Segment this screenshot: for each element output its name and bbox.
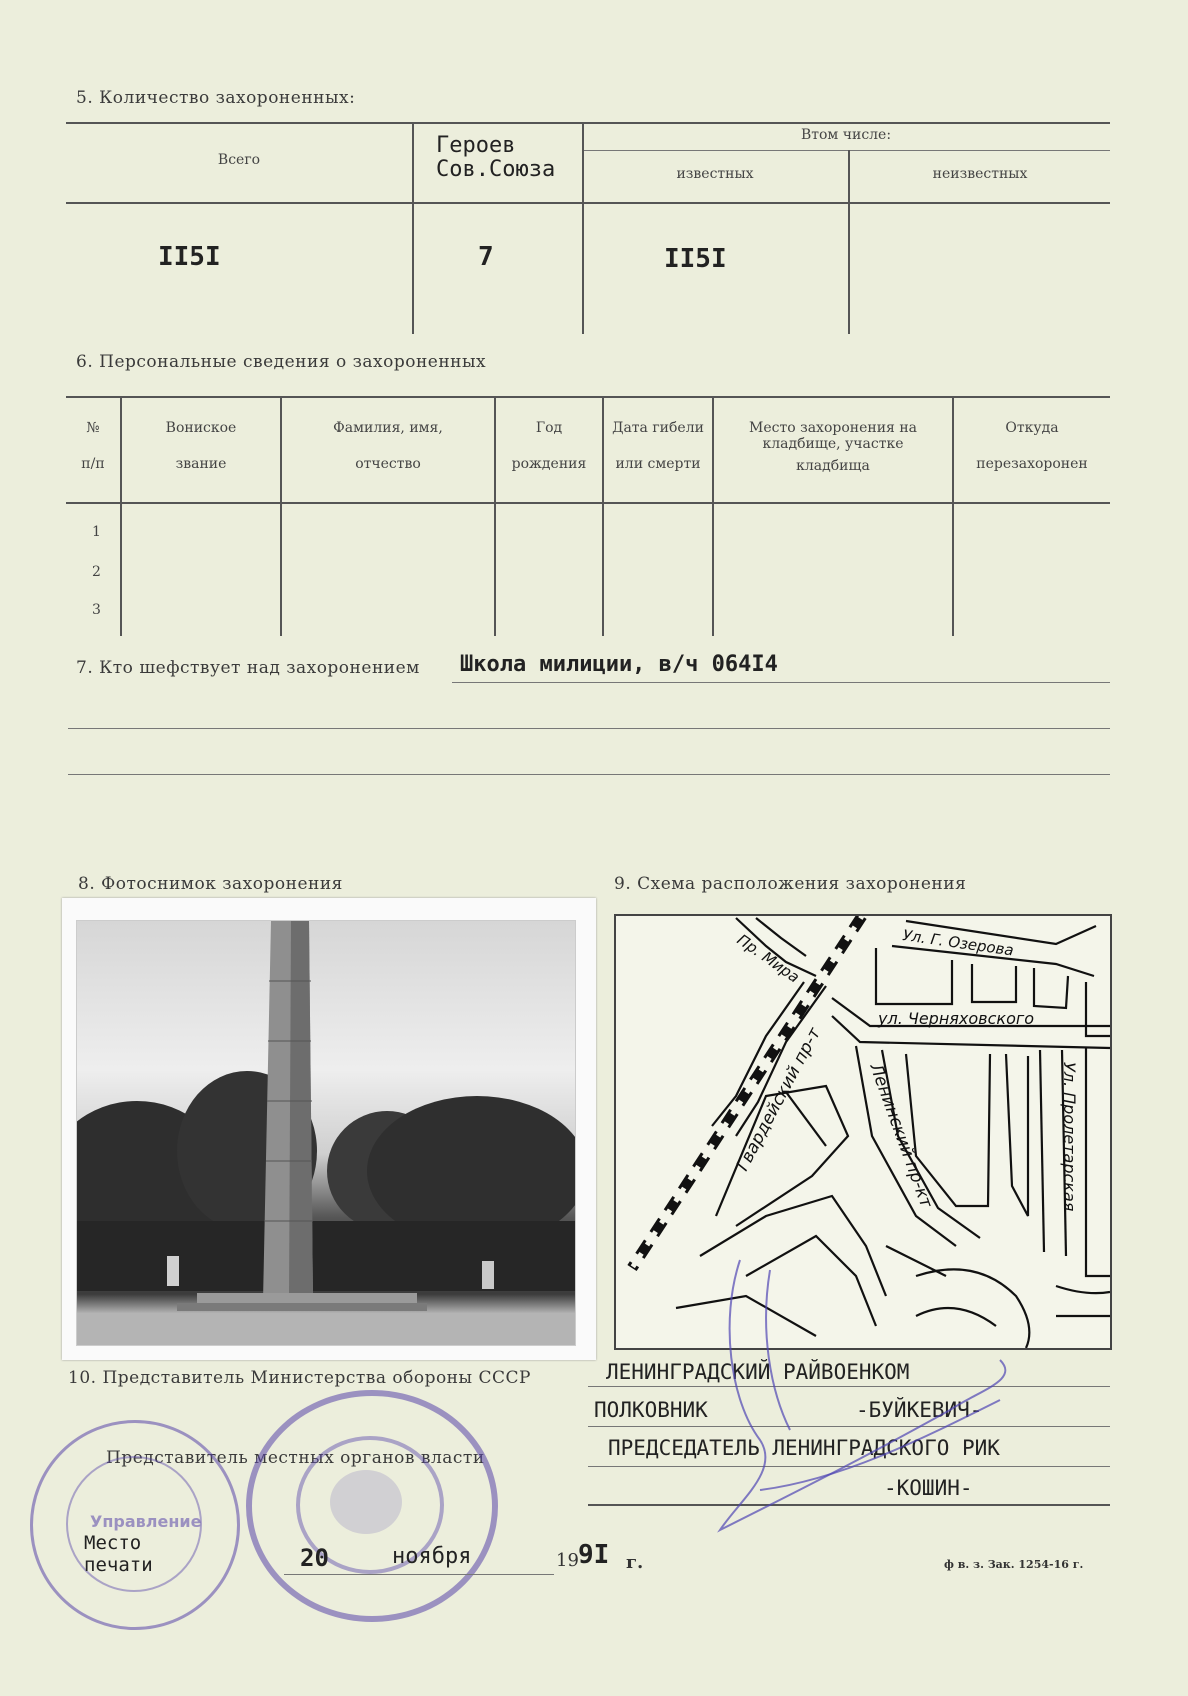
blank-line bbox=[68, 774, 1110, 775]
table5-col-divider bbox=[582, 122, 584, 334]
blank-line bbox=[68, 728, 1110, 729]
date-day: 20 bbox=[300, 1544, 329, 1572]
row-number: 2 bbox=[92, 564, 101, 580]
memorial-photo bbox=[76, 920, 576, 1346]
col-rank-top: Вониское bbox=[165, 420, 237, 436]
known-value: II5I bbox=[664, 244, 727, 274]
local-title: Представитель местных органов власти bbox=[106, 1448, 485, 1468]
signature bbox=[700, 1240, 1040, 1560]
col-rank-bottom: звание bbox=[175, 456, 227, 472]
col-including-header: Втом числе: bbox=[800, 127, 892, 143]
map-label-mira: Пр. Мира bbox=[733, 930, 803, 987]
table5-subheader-line bbox=[582, 150, 1110, 151]
col-name-top: Фамилия, имя, bbox=[333, 420, 443, 436]
col-place-top: Место захоронения на кладбище, участке bbox=[748, 420, 918, 452]
print-note: ф в. з. Зак. 1254-16 г. bbox=[944, 1558, 1084, 1571]
patron-underline bbox=[452, 682, 1110, 683]
map-label-leninsky: Ленинский пр-кт bbox=[865, 1060, 937, 1211]
date-suffix: г. bbox=[626, 1552, 644, 1573]
col-unknown-header: неизвестных bbox=[932, 166, 1028, 182]
local-name: -КОШИН- bbox=[884, 1476, 973, 1500]
col-name-bottom: отчество bbox=[355, 456, 421, 472]
section8-title: 8. Фотоснимок захоронения bbox=[78, 874, 343, 894]
table5-top-line bbox=[66, 122, 1110, 124]
map-label-gvardeysky: Гвардейский пр-т bbox=[732, 1024, 826, 1175]
map-label-chernyakhovskogo: ул. Черняховского bbox=[878, 1009, 1035, 1028]
map-label-ozerova: Ул. Г. Озерова bbox=[901, 926, 1015, 960]
mo-line1: ЛЕНИНГРАДСКИЙ РАЙВОЕНКОМ bbox=[606, 1360, 910, 1384]
col-place-bottom: кладбища bbox=[796, 458, 870, 474]
col-total-header: Всего bbox=[217, 152, 261, 168]
seal-stamp-left: Управление bbox=[30, 1420, 240, 1630]
mo-rank: ПОЛКОВНИК bbox=[594, 1398, 708, 1422]
date-month: ноября bbox=[392, 1544, 472, 1569]
date-underline bbox=[284, 1574, 554, 1575]
col-origin-bottom: перезахоронен bbox=[976, 456, 1088, 472]
local-line: ПРЕДСЕДАТЕЛЬ ЛЕНИНГРАДСКОГО РИК bbox=[608, 1436, 1000, 1460]
row-number: 3 bbox=[92, 602, 101, 618]
col-birth-top: Год bbox=[535, 420, 563, 436]
map-label-proletarskaya: Ул. Пролетарская bbox=[1060, 1062, 1079, 1212]
heroes-value: 7 bbox=[478, 242, 494, 272]
date-year-prefix: 19 bbox=[556, 1550, 579, 1571]
patron-value: Школа милиции, в/ч 064I4 bbox=[460, 652, 778, 677]
col-origin-top: Откуда bbox=[1005, 420, 1059, 436]
col-num-bottom: п/п bbox=[81, 456, 105, 472]
table5-col-divider bbox=[412, 122, 414, 334]
table5-header-line bbox=[66, 202, 1110, 204]
section6-title: 6. Персональные сведения о захороненных bbox=[76, 352, 487, 372]
section9-title: 9. Схема расположения захоронения bbox=[614, 874, 967, 894]
seal-stamp-right bbox=[246, 1390, 496, 1620]
date-year: 9I bbox=[578, 1540, 610, 1570]
table6-col-divider bbox=[712, 396, 714, 636]
col-death-bottom: или смерти bbox=[615, 456, 701, 472]
row-number: 1 bbox=[92, 524, 101, 540]
col-heroes-header: Героев Сов.Союза bbox=[436, 133, 556, 182]
section5-title: 5. Количество захороненных: bbox=[76, 88, 356, 108]
mo-name: -БУЙКЕВИЧ- bbox=[856, 1398, 983, 1422]
col-known-header: известных bbox=[676, 166, 754, 182]
section10-title: 10. Представитель Министерства обороны СССР bbox=[68, 1368, 531, 1388]
col-birth-bottom: рождения bbox=[511, 456, 587, 472]
total-value: II5I bbox=[158, 242, 221, 272]
section7-title: 7. Кто шефствует над захоронением bbox=[76, 658, 420, 678]
col-num-top: № bbox=[86, 420, 100, 436]
col-death-top: Дата гибели bbox=[612, 420, 704, 436]
seal-label: Место печати bbox=[84, 1532, 153, 1576]
